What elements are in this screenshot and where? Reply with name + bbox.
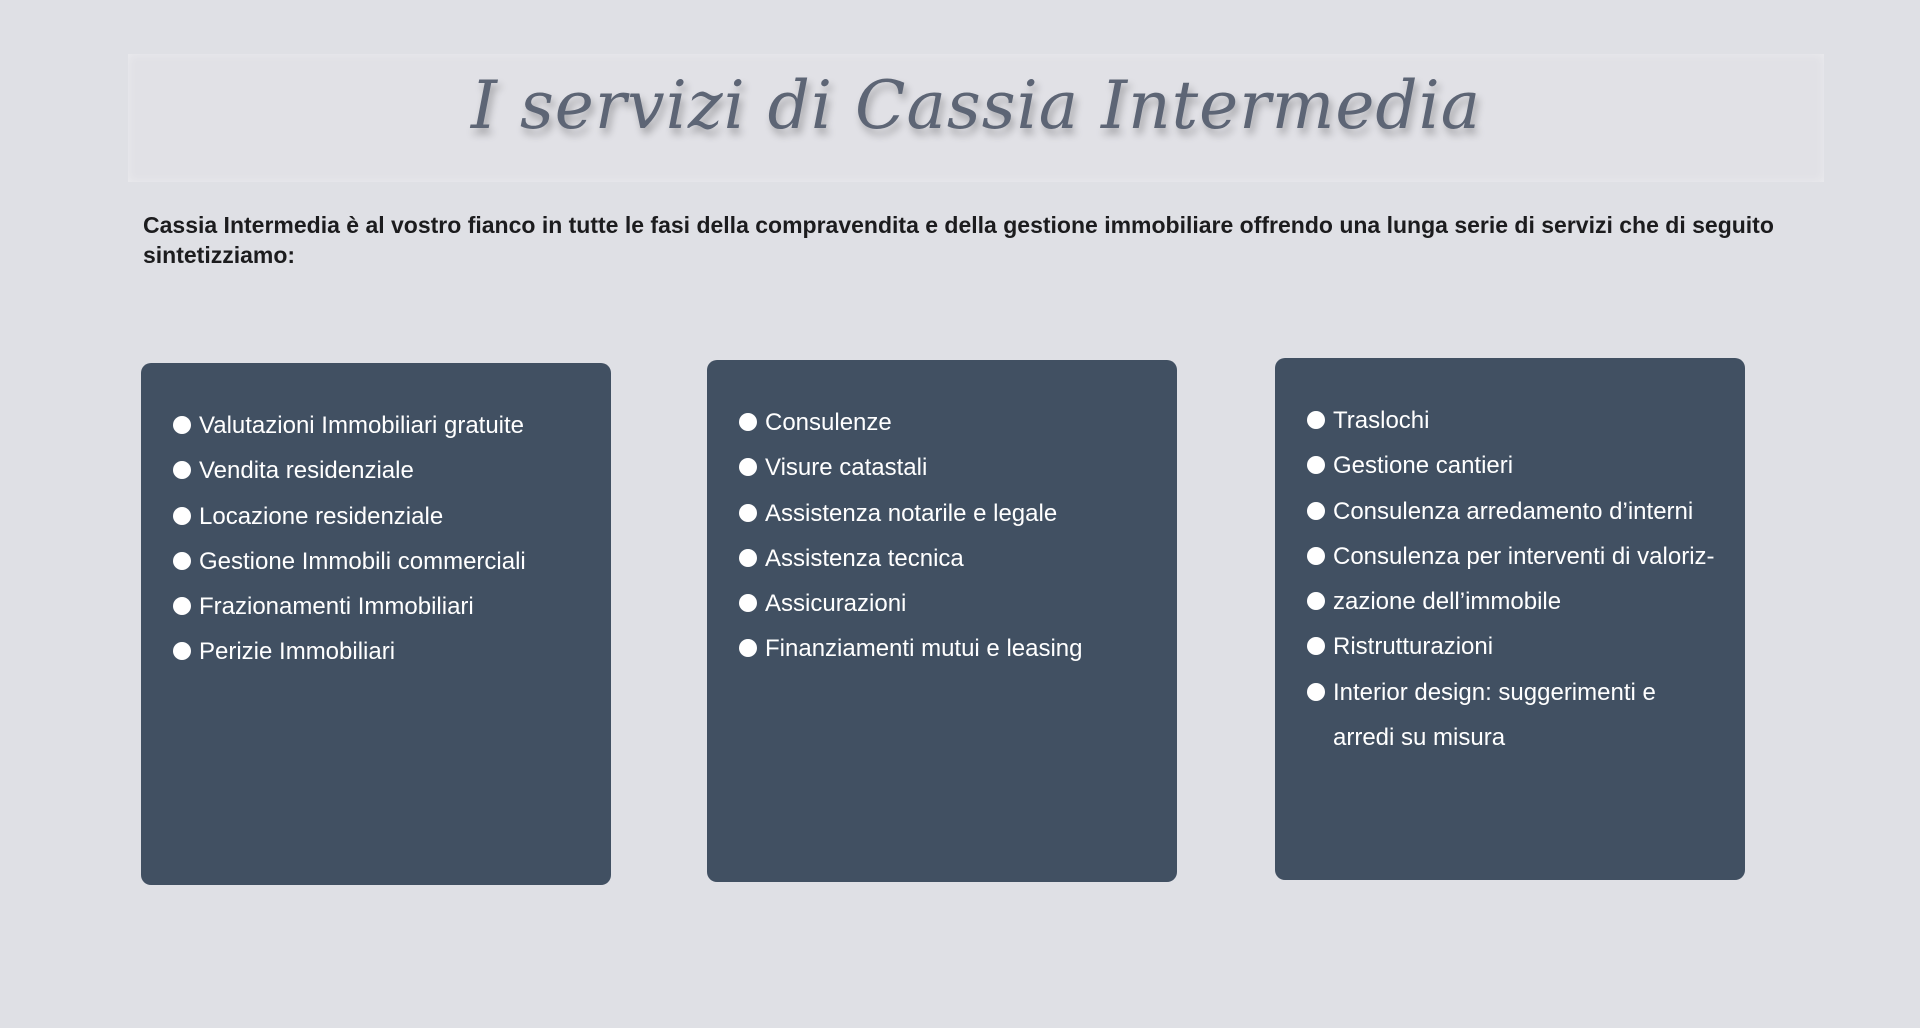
bullet-icon — [739, 413, 757, 431]
bullet-icon — [173, 597, 191, 615]
bullet-icon — [173, 552, 191, 570]
list-item-label: Frazionamenti Immobiliari — [199, 593, 474, 621]
intro-paragraph: Cassia Intermedia è al vostro fianco in tutte le fasi della compravendita e della gestione immobiliare offrendo una lunga serie di servizi che di seguito sintetizziamo: — [143, 212, 1774, 268]
list-item — [739, 491, 1177, 536]
bullet-icon — [1307, 547, 1325, 565]
list-item-label: Gestione Immobili commerciali — [199, 547, 526, 575]
list-item — [173, 494, 611, 539]
list-item — [1307, 398, 1745, 443]
list-item — [1307, 443, 1745, 488]
list-item-label: Assistenza notarile e legale — [765, 499, 1058, 527]
list-item-label: Interior design: suggerimenti e — [1333, 678, 1656, 706]
list-item — [739, 581, 1177, 626]
bullet-icon — [1307, 456, 1325, 474]
list-item — [173, 539, 611, 584]
list-item-label: Assistenza tecnica — [765, 544, 964, 572]
list-item — [739, 536, 1177, 581]
title-banner — [128, 54, 1824, 182]
services-card-3 — [1275, 358, 1745, 880]
list-item — [1307, 489, 1745, 534]
list-item-label: Locazione residenziale — [199, 502, 444, 530]
list-item-label: Valutazioni Immobiliari gratuite — [199, 412, 525, 439]
list-item-label: Ristrutturazioni — [1333, 633, 1494, 661]
list-item — [1307, 624, 1745, 669]
list-item-label: Gestione cantieri — [1333, 452, 1514, 480]
services-card-2 — [707, 360, 1177, 882]
list-item-label: arredi su misura — [1333, 724, 1506, 752]
services-list-2 — [707, 360, 1177, 672]
list-item-label: Consulenza per interventi di valoriz- — [1333, 542, 1715, 570]
bullet-icon — [739, 458, 757, 476]
list-item-label: Visure catastali — [765, 454, 928, 482]
bullet-icon — [173, 642, 191, 660]
bullet-icon — [173, 461, 191, 479]
list-item-label: Assicurazioni — [765, 590, 907, 618]
bullet-icon — [739, 504, 757, 522]
list-item-label: Vendita residenziale — [199, 457, 414, 485]
list-item — [739, 626, 1177, 671]
list-item-label: zazione dell’immobile — [1333, 588, 1562, 616]
list-item — [173, 403, 611, 448]
bullet-icon — [739, 549, 757, 567]
list-item — [739, 445, 1177, 490]
list-item — [1307, 534, 1745, 579]
bullet-icon — [173, 507, 191, 525]
list-item — [173, 448, 611, 493]
list-item-label: Perizie Immobiliari — [199, 638, 396, 666]
list-item — [1307, 579, 1745, 624]
bullet-icon — [739, 594, 757, 612]
list-item — [739, 400, 1177, 445]
bullet-icon — [1307, 592, 1325, 610]
list-item-label: Consulenza arredamento d’interni — [1333, 497, 1694, 525]
bullet-icon — [1307, 637, 1325, 655]
bullet-icon — [1307, 502, 1325, 520]
bullet-icon — [739, 639, 757, 657]
services-list-1 — [141, 363, 611, 675]
bullet-icon — [173, 416, 191, 434]
list-item-continuation — [1307, 715, 1745, 760]
list-item-label: Finanziamenti mutui e leasing — [765, 635, 1083, 663]
list-item-label: Consulenze — [765, 409, 892, 436]
bullet-icon — [1307, 411, 1325, 429]
list-item — [1307, 670, 1745, 715]
list-item — [173, 629, 611, 674]
services-list-3 — [1275, 358, 1745, 760]
bullet-icon — [1307, 683, 1325, 701]
list-item — [173, 584, 611, 629]
list-item-label: Traslochi — [1333, 407, 1430, 434]
services-card-1 — [141, 363, 611, 885]
page-title: I servizi di Cassia Intermedia — [470, 66, 1482, 144]
